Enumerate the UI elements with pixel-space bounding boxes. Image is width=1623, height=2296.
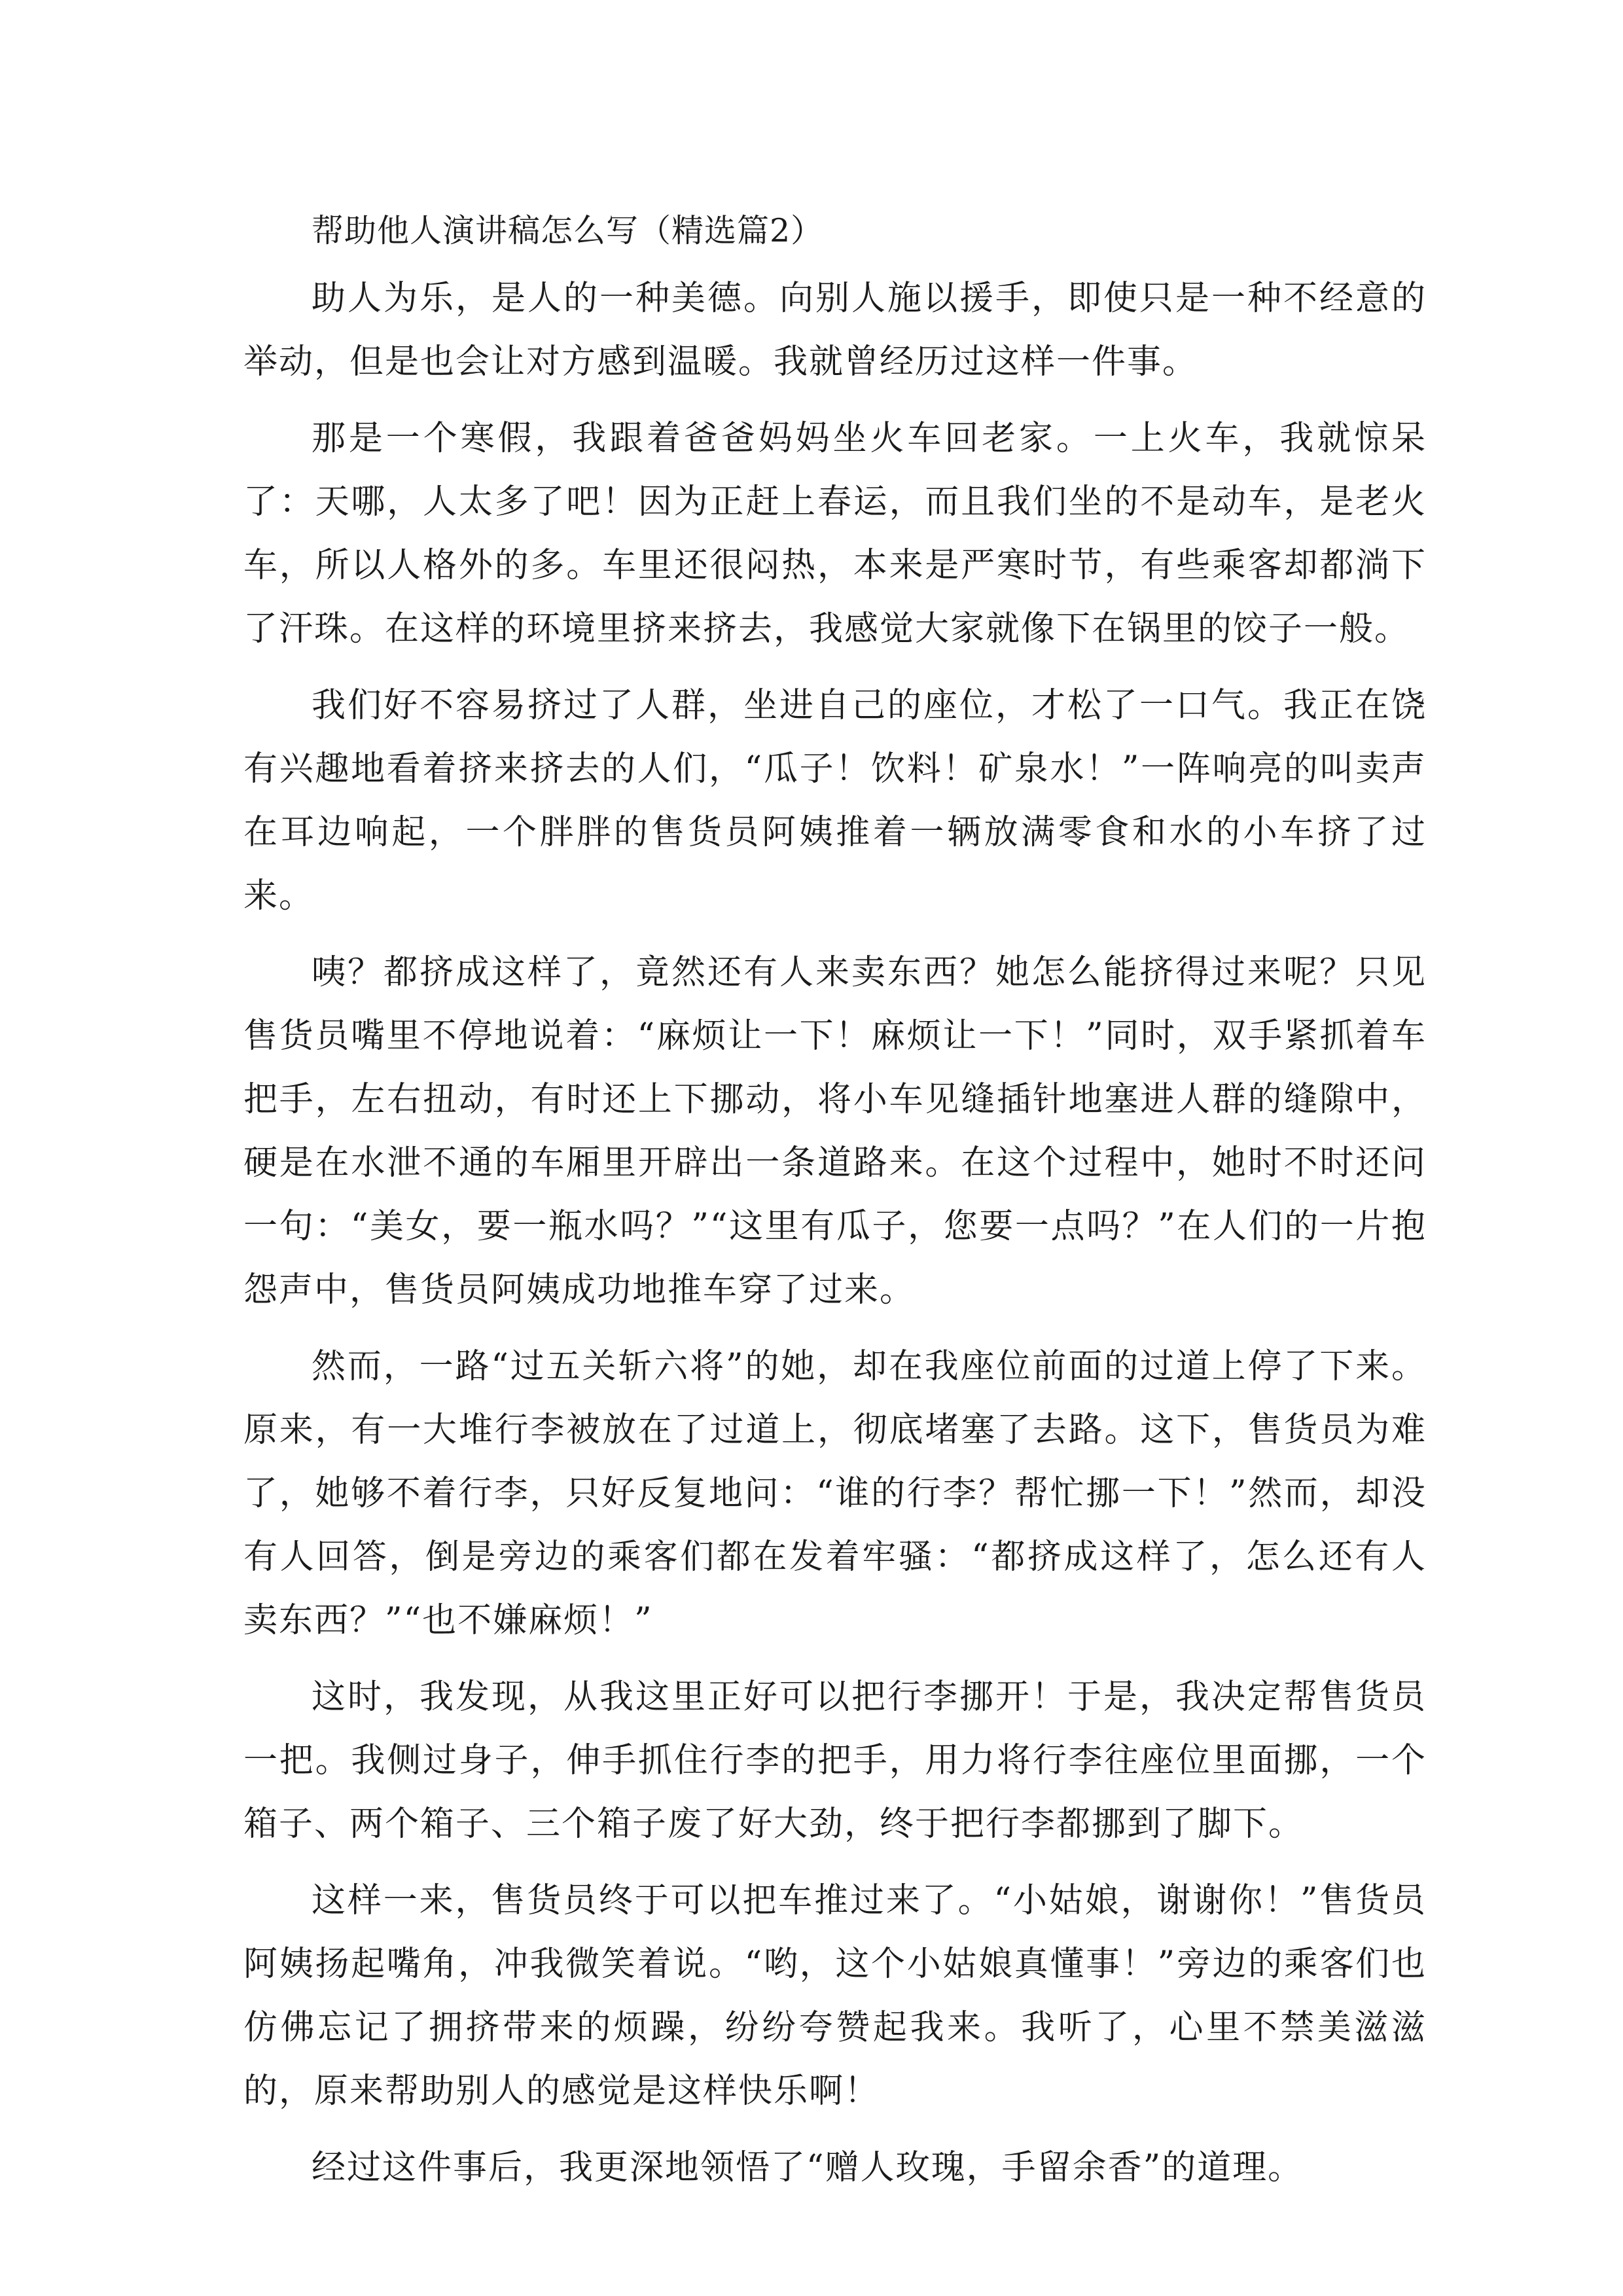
paragraph: 然而，一路“过五关斩六将”的她，却在我座位前面的过道上停了下来。原来，有一大堆行李被放在了过道上，彻底堵塞了去路。这下，售货员为难了，她够不着行李，只好反复地问：“谁的行李？帮忙挪一下！”然而，却没有人回答，倒是旁边的乘客们都在发着牢骚：“都挤成这样了，怎么还有人卖东西？”“也不嫌麻烦！”	[243, 1347, 1427, 1640]
document-title: 帮助他人演讲稿怎么写（精选篇2）	[312, 212, 824, 249]
document-body	[243, 208, 1427, 2200]
paragraph: 这时，我发现，从我这里正好可以把行李挪开！于是，我决定帮售货员一把。我侧过身子，伸手抓住行李的把手，用力将行李往座位里面挪，一个箱子、两个箱子、三个箱子废了好大劲，终于把行李都挪到了脚下。	[243, 1677, 1427, 1844]
paragraph: 那是一个寒假，我跟着爸爸妈妈坐火车回老家。一上火车，我就惊呆了：天哪，人太多了吧！因为正赶上春运，而且我们坐的不是动车，是老火车，所以人格外的多。车里还很闷热，本来是严寒时节，有些乘客却都淌下了汗珠。在这样的环境里挤来挤去，我感觉大家就像下在锅里的饺子一般。	[243, 419, 1427, 649]
paragraph: 经过这件事后，我更深地领悟了“赠人玫瑰，手留余香”的道理。	[312, 2148, 1304, 2187]
paragraph: 这样一来，售货员终于可以把车推过来了。“小姑娘，谢谢你！”售货员阿姨扬起嘴角，冲我微笑着说。“哟，这个小姑娘真懂事！”旁边的乘客们也仿佛忘记了拥挤带来的烦躁，纷纷夸赞起我来。我听了，心里不禁美滋滋的，原来帮助别人的感觉是这样快乐啊！	[243, 1881, 1427, 2111]
paragraph: 助人为乐，是人的一种美德。向别人施以援手，即使只是一种不经意的举动，但是也会让对方感到温暖。我就曾经历过这样一件事。	[243, 279, 1427, 382]
paragraph: 我们好不容易挤过了人群，坐进自己的座位，才松了一口气。我正在饶有兴趣地看着挤来挤去的人们，“瓜子！饮料！矿泉水！”一阵响亮的叫卖声在耳边响起，一个胖胖的售货员阿姨推着一辆放满零食和水的小车挤了过来。	[243, 686, 1427, 916]
paragraph: 咦？都挤成这样了，竟然还有人来卖东西？她怎么能挤得过来呢？只见售货员嘴里不停地说着：“麻烦让一下！麻烦让一下！”同时，双手紧抓着车把手，左右扭动，有时还上下挪动，将小车见缝插针地塞进人群的缝隙中，硬是在水泄不通的车厢里开辟出一条道路来。在这个过程中，她时不时还问一句：“美女，要一瓶水吗？”“这里有瓜子，您要一点吗？”在人们的一片抱怨声中，售货员阿姨成功地推车穿了过来。	[243, 953, 1427, 1310]
